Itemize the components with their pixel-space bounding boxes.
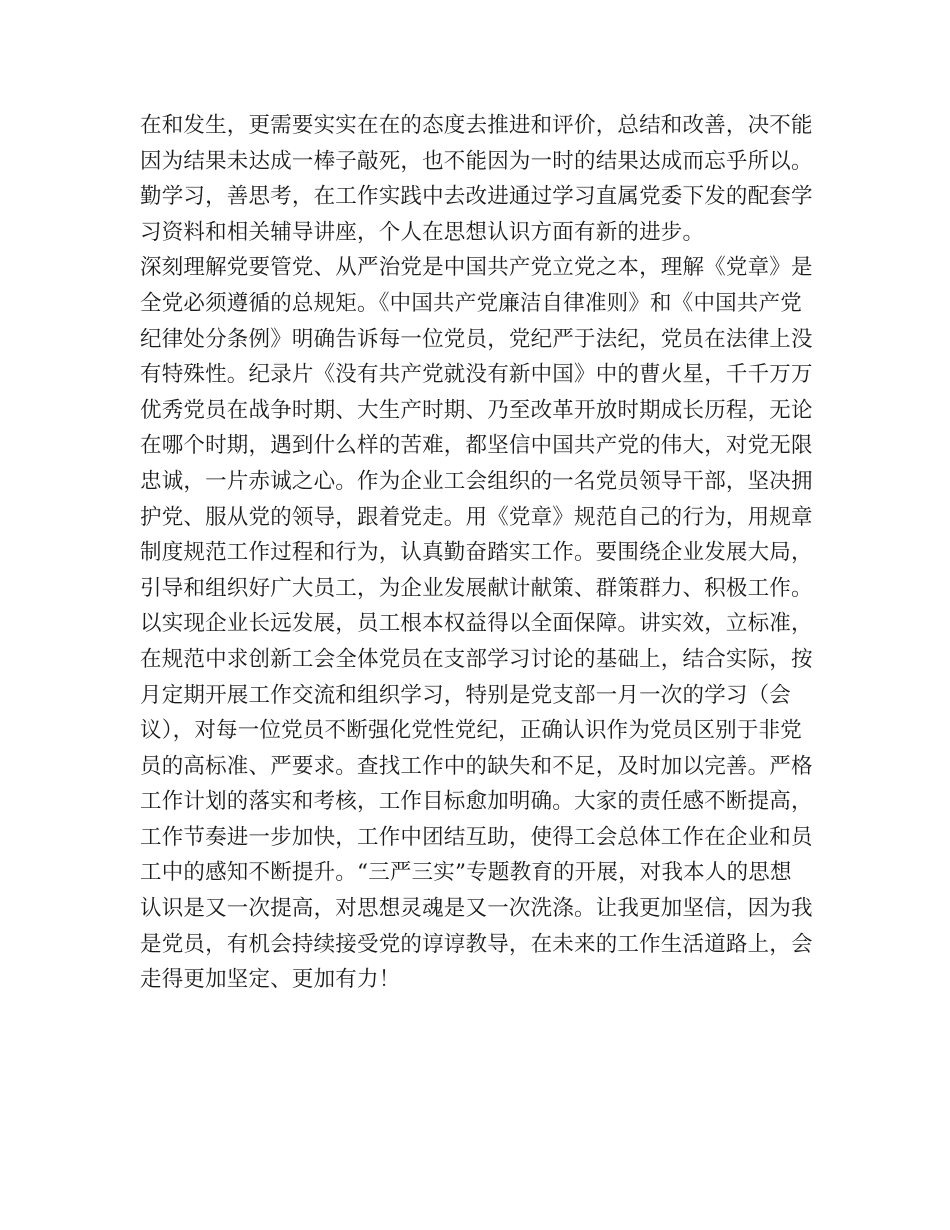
text-line: 在和发生，更需要实实在在的态度去推进和评价，总结和改善，决不能 [140, 113, 813, 138]
text-line: 认识是又一次提高，对思想灵魂是又一次洗涤。让我更加坚信，因为我 [140, 896, 813, 922]
text-line: 因为结果未达成一棒子敲死，也不能因为一时的结果达成而忘乎所以。 [140, 148, 813, 174]
text-line: 全党必须遵循的总规矩。《中国共产党廉洁自律准则》和《中国共产党 [140, 290, 802, 316]
text-line: 议），对每一位党员不断强化党性党纪，正确认识作为党员区别于非党 [140, 718, 802, 744]
text-line: 在哪个时期，遇到什么样的苦难，都坚信中国共产党的伟大，对党无限 [140, 433, 813, 459]
text-line: 是党员，有机会持续接受党的谆谆教导，在未来的工作生活道路上，会 [140, 931, 813, 957]
text-line: 忠诚，一片赤诚之心。作为企业工会组织的一名党员领导干部，坚决拥 [140, 468, 813, 494]
text-line: 制度规范工作过程和行为，认真勤奋踏实工作。要围绕企业发展大局， [140, 540, 813, 566]
text-line: 月定期开展工作交流和组织学习，特别是党支部一月一次的学习（会 [140, 682, 792, 708]
text-line: 工作计划的落实和考核，工作目标愈加明确。大家的责任感不断提高， [140, 789, 813, 815]
text-line: 工中的感知不断提升。“三严三实”专题教育的开展，对我本人的思想 [140, 860, 792, 886]
text-line: 以实现企业长远发展，员工根本权益得以全面保障。讲实效，立标准， [140, 611, 813, 637]
text-line: 纪律处分条例》明确告诉每一位党员，党纪严于法纪，党员在法律上没 [140, 326, 813, 352]
text-line: 工作节奏进一步加快，工作中团结互助，使得工会总体工作在企业和员 [140, 824, 813, 850]
text-line: 优秀党员在战争时期、大生产时期、乃至改革开放时期成长历程，无论 [140, 397, 813, 423]
text-line: 员的高标准、严要求。查找工作中的缺失和不足，及时加以完善。严格 [140, 753, 813, 779]
text-line: 引导和组织好广大员工，为企业发展献计献策、群策群力、积极工作。 [140, 575, 813, 601]
text-line: 习资料和相关辅导讲座，个人在思想认识方面有新的进步。 [140, 219, 705, 245]
text-line: 深刻理解党要管党、从严治党是中国共产党立党之本，理解《党章》是 [140, 255, 813, 281]
text-line: 护党、服从党的领导，跟着党走。用《党章》规范自己的行为，用规章 [140, 504, 813, 530]
text-line: 在规范中求创新工会全体党员在支部学习讨论的基础上，结合实际，按 [140, 646, 813, 672]
body-text [140, 108, 830, 998]
text-line: 勤学习，善思考，在工作实践中去改进通过学习直属党委下发的配套学 [140, 184, 813, 210]
text-line: 走得更加坚定、更加有力！ [140, 967, 401, 993]
text-line: 有特殊性。纪录片《没有共产党就没有新中国》中的曹火星，千千万万 [140, 362, 813, 388]
